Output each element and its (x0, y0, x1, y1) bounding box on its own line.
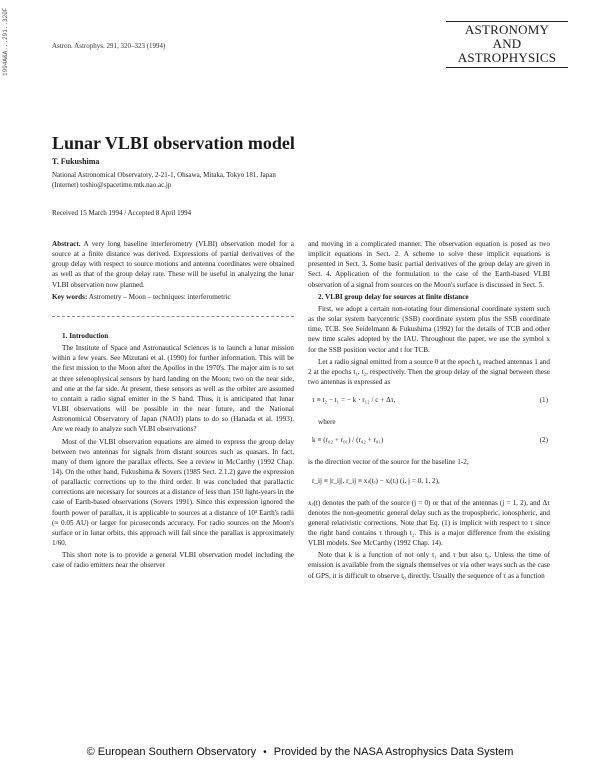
paragraph: Note that k is a function of not only t₁ and τ but also t₀. Unless the time of emission is available from the signals themselves or via other ways such as the case of GPS, it is difficult to observe t₀ directly. Usually the sequence of τ as a function (308, 551, 550, 580)
abstract-text: A very long baseline interferometry (VLBI) observation model for a source at a finite distance was derived. Expressions of partial derivatives of the group delay with respect to source motions and antenna coordinates were obtained as well as that of the group delay rate. These will be useful in analyzing the lunar VLBI observation now planned. (52, 240, 294, 289)
left-column (52, 239, 294, 573)
keywords-label: Key words: (52, 292, 88, 301)
equation-1 (308, 391, 550, 413)
footer-separator: • (263, 747, 267, 758)
footer-ads: Provided by the NASA Astrophysics Data System (273, 746, 514, 758)
paragraph: This short note is to provide a general VLBI observation model including the case of radio emitters near the observer (52, 551, 294, 570)
section-heading-introduction: 1. Introduction (62, 331, 109, 340)
abstract-label: Abstract. (52, 240, 81, 248)
affiliation-address: National Astronomical Observatory, 2-21-1, Ohsawa, Mitaka, Tokyo 181, Japan (52, 171, 276, 179)
journal-logo-line: ASTROPHYSICS (457, 50, 557, 65)
equation-3 (308, 472, 550, 494)
equation-body: r_ij ≡ |r_ij|, r_ij ≡ xⱼ(tⱼ) − xᵢ(tᵢ) (i, j = 0, 1, 2), (312, 476, 440, 485)
abstract (52, 239, 294, 290)
journal-reference: Astron. Astrophys. 291, 320–323 (1994) (52, 42, 166, 50)
logo-bottom-rule (446, 67, 568, 68)
right-column (308, 239, 550, 583)
journal-logo-line: ASTRONOMY (464, 22, 550, 37)
bibcode-stamp: 1994A&A...291..320F (2, 8, 9, 77)
equation-number: (2) (539, 436, 548, 445)
paragraph: and moving in a complicated manner. The observation equation is posed as two implicit equations in Sect. 2. A scheme to solve these implicit equations is presented in Sect. 3. Some basic partial derivatives of the group delay are given in Sect. 4. Application of the formulation to the case of the Earth-based VLBI observation of a signal from sources on the Moon's surface is discussed in Sect. 5. (308, 240, 550, 289)
journal-logo (446, 23, 568, 65)
equation-number: (1) (539, 396, 548, 405)
affiliation (52, 170, 276, 190)
paragraph: First, we adopt a certain non-rotating four dimensional coordinate system such as the solar system barycentric (SSB) coordinate system plus the SSB coordinate time, TCB. See Seidelmann & Fukushima (1992) for the details of TCB and other new time scales adopted by the IAU. Throughout the paper, we use the symbol x for the SSB position vector and t for TCB. (308, 304, 550, 354)
paper-title: Lunar VLBI observation model (52, 133, 295, 153)
paragraph: Let a radio signal emitted from a source 0 at the epoch t₀ reached antennas 1 and 2 at the epochs t₁, t₂, respectively. Then the group delay of the signal between these two antennas is expressed as (308, 357, 550, 387)
paragraph: xⱼ(t) denotes the path of the source (j = 0) or that of the antennas (j = 1, 2), and Δτ denotes the non-geometric general delay such as the tropospheric, ionospheric, and general relativistic corrections. Note that Eq. (1) is implicit with respect to τ since the right hand contains τ through t₂. This is a major difference from the existing VLBI models. See McCarthy (1992 Chap. 14). (308, 498, 550, 548)
section-heading-group-delay: 2. VLBI group delay for sources at finite distance (318, 292, 469, 301)
section-separator (52, 316, 294, 317)
keywords (52, 292, 294, 302)
where-label: where (318, 418, 336, 427)
logo-top-rule (446, 21, 568, 22)
copyright-mark: © (86, 746, 95, 758)
journal-logo-line: AND (492, 36, 522, 51)
received-dates: Received 15 March 1994 / Accepted 8 April 1994 (52, 209, 192, 217)
equation-body: k ≡ (r₀₂ + r₀₁) / (r₀₂ + r₀₁) (312, 436, 384, 445)
affiliation-email: (Internet) toshio@spacetime.mtk.nao.ac.jp (52, 181, 172, 189)
equation-2 (308, 431, 550, 453)
footer-eso: European Southern Observatory (97, 746, 257, 758)
paragraph: is the direction vector of the source for the baseline 1-2, (308, 458, 469, 467)
paragraph: Most of the VLBI observation equations are aimed to express the group delay between two antennas for signals from distant sources such as quasars. In fact, many of them ignore the parallax effects. See a review in McCarthy (1992 Chap. 14). On the other hand, Fukushima & Sovers (1985 Sect. 2.1.2) gave the expression of parallactic corrections up to the third order. It was concluded that parallactic corrections are necessary for sources at a distance of less than 150 light-years in the case of Earth-based observations (Sovers 1991). Since this expression ignored the fourth power of parallax, it is applicable to sources at a distance of 10³ Earth's radii (≈ 0.05 AU) or larger for picoseconds accuracy. For radio sources on the Moon's surface or in lunar orbits, this approach will fail since the parallax is approximately 1/60. (52, 437, 294, 548)
equation-body: τ ≡ t₂ − t₁ = − k · r₁₂ / c + Δτ, (312, 396, 396, 405)
keywords-text: Astrometry – Moon – techniques: interferometric (88, 292, 231, 301)
footer-credit (0, 746, 600, 758)
author-name: T. Fukushima (52, 157, 100, 166)
paragraph: The Institute of Space and Astronautical Sciences is to launch a lunar mission within a few years. See Mizutani et al. (1990) for further information. This will be the first mission to the Moon after the Apollos in the 1970's. The major aim is to set at three selenophysical sensors by hard landing on the Moon; two on the near side, and one at the far side. At present, these sensors as well as the orbiter are assumed to contain a radio signal emitter in the S band. Thus, it is anticipated that lunar VLBI observations will be possible in the near future, and the National Astronomical Observatory of Japan (NAOJ) plans to do so (Hanada et al. 1993). Are we ready to analyze such VLBI observations? (52, 344, 294, 434)
